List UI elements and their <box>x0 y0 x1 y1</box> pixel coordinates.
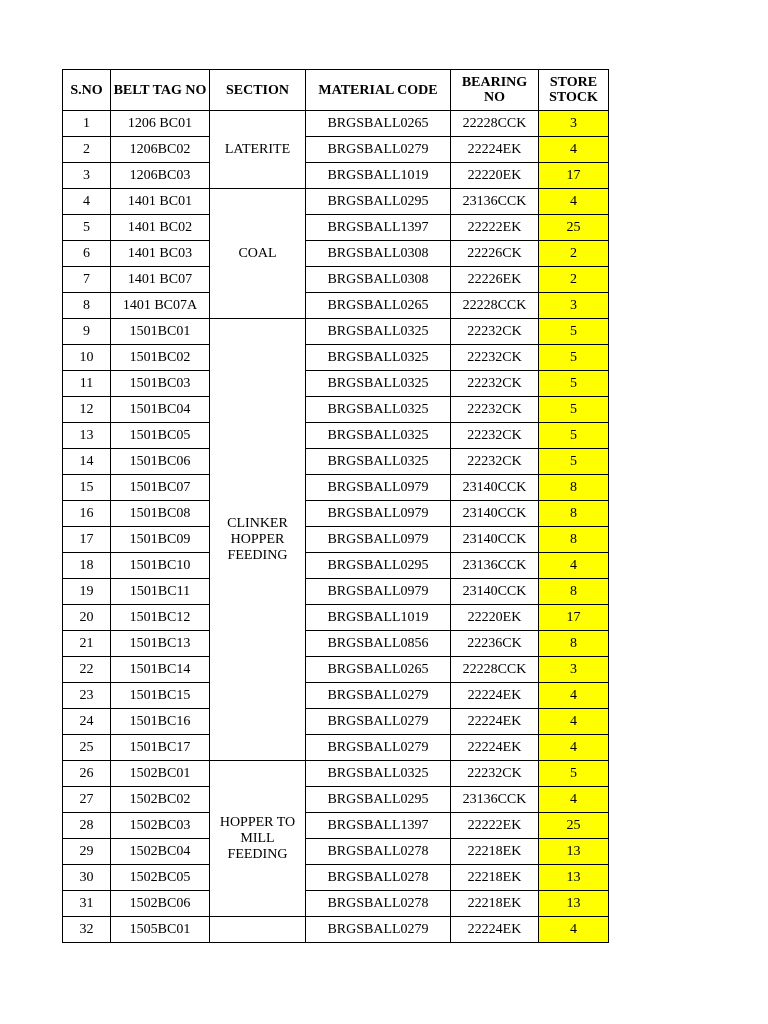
header-section: SECTION <box>210 70 306 111</box>
cell-material-code: BRGSBALL0856 <box>306 631 451 657</box>
cell-sno: 25 <box>63 735 111 761</box>
cell-store-stock: 5 <box>539 761 609 787</box>
table-row <box>63 631 609 657</box>
table-row <box>63 813 609 839</box>
table-row <box>63 397 609 423</box>
cell-store-stock: 8 <box>539 527 609 553</box>
cell-store-stock: 2 <box>539 241 609 267</box>
cell-bearing-no: 22218EK <box>451 891 539 917</box>
cell-bearing-no: 22222EK <box>451 813 539 839</box>
cell-bearing-no: 22236CK <box>451 631 539 657</box>
table-row <box>63 709 609 735</box>
table-row <box>63 683 609 709</box>
cell-store-stock: 8 <box>539 579 609 605</box>
cell-bearing-no: 22224EK <box>451 735 539 761</box>
cell-material-code: BRGSBALL0265 <box>306 111 451 137</box>
cell-store-stock: 25 <box>539 813 609 839</box>
cell-material-code: BRGSBALL0325 <box>306 423 451 449</box>
cell-sno: 22 <box>63 657 111 683</box>
cell-bearing-no: 22218EK <box>451 839 539 865</box>
cell-store-stock: 5 <box>539 423 609 449</box>
cell-belt-tag: 1501BC14 <box>111 657 210 683</box>
cell-store-stock: 13 <box>539 891 609 917</box>
cell-sno: 14 <box>63 449 111 475</box>
cell-bearing-no: 22232CK <box>451 761 539 787</box>
cell-bearing-no: 22228CCK <box>451 657 539 683</box>
table-row <box>63 553 609 579</box>
table-row <box>63 111 609 137</box>
cell-belt-tag: 1206 BC01 <box>111 111 210 137</box>
cell-belt-tag: 1501BC13 <box>111 631 210 657</box>
table-row <box>63 423 609 449</box>
cell-store-stock: 4 <box>539 787 609 813</box>
cell-material-code: BRGSBALL0265 <box>306 657 451 683</box>
cell-belt-tag: 1501BC02 <box>111 345 210 371</box>
cell-belt-tag: 1401 BC07 <box>111 267 210 293</box>
cell-belt-tag: 1501BC09 <box>111 527 210 553</box>
header-material-code: MATERIAL CODE <box>306 70 451 111</box>
cell-bearing-no: 23140CCK <box>451 501 539 527</box>
cell-belt-tag: 1501BC07 <box>111 475 210 501</box>
cell-bearing-no: 23140CCK <box>451 475 539 501</box>
cell-section: HOPPER TO MILL FEEDING <box>210 761 306 917</box>
table-row <box>63 449 609 475</box>
cell-material-code: BRGSBALL0979 <box>306 501 451 527</box>
cell-bearing-no: 23136CCK <box>451 787 539 813</box>
table-row <box>63 293 609 319</box>
table-row <box>63 371 609 397</box>
cell-bearing-no: 22218EK <box>451 865 539 891</box>
cell-bearing-no: 22228CCK <box>451 293 539 319</box>
cell-belt-tag: 1206BC02 <box>111 137 210 163</box>
cell-store-stock: 5 <box>539 371 609 397</box>
cell-material-code: BRGSBALL0979 <box>306 527 451 553</box>
cell-section: LATERITE <box>210 111 306 189</box>
cell-sno: 8 <box>63 293 111 319</box>
cell-store-stock: 17 <box>539 605 609 631</box>
cell-belt-tag: 1501BC12 <box>111 605 210 631</box>
cell-bearing-no: 23140CCK <box>451 579 539 605</box>
cell-bearing-no: 22232CK <box>451 397 539 423</box>
cell-bearing-no: 22220EK <box>451 605 539 631</box>
cell-material-code: BRGSBALL0325 <box>306 371 451 397</box>
header-belt-tag: BELT TAG NO <box>111 70 210 111</box>
cell-store-stock: 5 <box>539 345 609 371</box>
cell-belt-tag: 1501BC03 <box>111 371 210 397</box>
table-row <box>63 605 609 631</box>
cell-belt-tag: 1501BC08 <box>111 501 210 527</box>
cell-store-stock: 3 <box>539 293 609 319</box>
cell-belt-tag: 1501BC17 <box>111 735 210 761</box>
cell-store-stock: 4 <box>539 683 609 709</box>
cell-sno: 28 <box>63 813 111 839</box>
cell-material-code: BRGSBALL1019 <box>306 605 451 631</box>
cell-belt-tag: 1206BC03 <box>111 163 210 189</box>
cell-sno: 11 <box>63 371 111 397</box>
cell-bearing-no: 22226CK <box>451 241 539 267</box>
cell-material-code: BRGSBALL1019 <box>306 163 451 189</box>
cell-sno: 4 <box>63 189 111 215</box>
cell-belt-tag: 1401 BC02 <box>111 215 210 241</box>
table-row <box>63 787 609 813</box>
cell-material-code: BRGSBALL0279 <box>306 917 451 943</box>
cell-belt-tag: 1501BC04 <box>111 397 210 423</box>
cell-sno: 27 <box>63 787 111 813</box>
table-row <box>63 761 609 787</box>
table-row <box>63 241 609 267</box>
cell-belt-tag: 1501BC16 <box>111 709 210 735</box>
table-row <box>63 865 609 891</box>
cell-store-stock: 4 <box>539 553 609 579</box>
cell-bearing-no: 22222EK <box>451 215 539 241</box>
cell-bearing-no: 22220EK <box>451 163 539 189</box>
cell-belt-tag: 1501BC10 <box>111 553 210 579</box>
cell-sno: 21 <box>63 631 111 657</box>
cell-belt-tag: 1502BC01 <box>111 761 210 787</box>
cell-store-stock: 13 <box>539 865 609 891</box>
cell-belt-tag: 1501BC01 <box>111 319 210 345</box>
cell-material-code: BRGSBALL0279 <box>306 735 451 761</box>
cell-sno: 7 <box>63 267 111 293</box>
cell-bearing-no: 22232CK <box>451 423 539 449</box>
cell-section <box>210 917 306 943</box>
cell-section: CLINKER HOPPER FEEDING <box>210 319 306 761</box>
cell-store-stock: 3 <box>539 111 609 137</box>
cell-material-code: BRGSBALL1397 <box>306 813 451 839</box>
cell-belt-tag: 1401 BC07A <box>111 293 210 319</box>
cell-bearing-no: 22232CK <box>451 345 539 371</box>
table-row <box>63 137 609 163</box>
table-row <box>63 501 609 527</box>
table-row <box>63 189 609 215</box>
cell-store-stock: 3 <box>539 657 609 683</box>
cell-belt-tag: 1502BC06 <box>111 891 210 917</box>
cell-material-code: BRGSBALL0325 <box>306 345 451 371</box>
header-bearing-no: BEARING NO <box>451 70 539 111</box>
cell-material-code: BRGSBALL0278 <box>306 839 451 865</box>
cell-material-code: BRGSBALL0979 <box>306 475 451 501</box>
cell-section: COAL <box>210 189 306 319</box>
cell-material-code: BRGSBALL0979 <box>306 579 451 605</box>
cell-store-stock: 5 <box>539 397 609 423</box>
cell-material-code: BRGSBALL0278 <box>306 865 451 891</box>
cell-belt-tag: 1502BC02 <box>111 787 210 813</box>
cell-store-stock: 4 <box>539 917 609 943</box>
cell-material-code: BRGSBALL0308 <box>306 267 451 293</box>
table-row <box>63 267 609 293</box>
table-row <box>63 163 609 189</box>
cell-material-code: BRGSBALL0325 <box>306 449 451 475</box>
cell-store-stock: 2 <box>539 267 609 293</box>
cell-sno: 17 <box>63 527 111 553</box>
cell-store-stock: 17 <box>539 163 609 189</box>
cell-sno: 16 <box>63 501 111 527</box>
table-row <box>63 839 609 865</box>
header-store-stock: STORE STOCK <box>539 70 609 111</box>
cell-store-stock: 5 <box>539 319 609 345</box>
stock-table <box>62 69 609 943</box>
cell-bearing-no: 22226EK <box>451 267 539 293</box>
cell-material-code: BRGSBALL0279 <box>306 683 451 709</box>
cell-bearing-no: 23140CCK <box>451 527 539 553</box>
cell-sno: 24 <box>63 709 111 735</box>
cell-sno: 18 <box>63 553 111 579</box>
cell-bearing-no: 22224EK <box>451 137 539 163</box>
cell-store-stock: 5 <box>539 449 609 475</box>
header-row <box>63 70 609 111</box>
cell-sno: 1 <box>63 111 111 137</box>
cell-belt-tag: 1505BC01 <box>111 917 210 943</box>
table-row <box>63 891 609 917</box>
cell-bearing-no: 22232CK <box>451 371 539 397</box>
cell-sno: 3 <box>63 163 111 189</box>
cell-sno: 30 <box>63 865 111 891</box>
cell-material-code: BRGSBALL0295 <box>306 189 451 215</box>
cell-sno: 31 <box>63 891 111 917</box>
table-row <box>63 527 609 553</box>
cell-bearing-no: 22228CCK <box>451 111 539 137</box>
cell-belt-tag: 1401 BC03 <box>111 241 210 267</box>
table-row <box>63 475 609 501</box>
table-body <box>63 111 609 943</box>
cell-bearing-no: 22232CK <box>451 319 539 345</box>
cell-belt-tag: 1501BC05 <box>111 423 210 449</box>
cell-belt-tag: 1501BC15 <box>111 683 210 709</box>
cell-sno: 6 <box>63 241 111 267</box>
table-row <box>63 735 609 761</box>
table-row <box>63 917 609 943</box>
cell-belt-tag: 1401 BC01 <box>111 189 210 215</box>
cell-material-code: BRGSBALL0308 <box>306 241 451 267</box>
table-row <box>63 657 609 683</box>
cell-sno: 32 <box>63 917 111 943</box>
cell-material-code: BRGSBALL0279 <box>306 137 451 163</box>
cell-store-stock: 4 <box>539 189 609 215</box>
cell-belt-tag: 1502BC05 <box>111 865 210 891</box>
cell-sno: 13 <box>63 423 111 449</box>
cell-material-code: BRGSBALL0279 <box>306 709 451 735</box>
cell-sno: 19 <box>63 579 111 605</box>
cell-sno: 2 <box>63 137 111 163</box>
table-row <box>63 215 609 241</box>
cell-store-stock: 4 <box>539 137 609 163</box>
cell-material-code: BRGSBALL0325 <box>306 761 451 787</box>
cell-store-stock: 25 <box>539 215 609 241</box>
cell-store-stock: 4 <box>539 709 609 735</box>
cell-material-code: BRGSBALL0265 <box>306 293 451 319</box>
cell-sno: 9 <box>63 319 111 345</box>
cell-store-stock: 4 <box>539 735 609 761</box>
cell-store-stock: 13 <box>539 839 609 865</box>
cell-sno: 10 <box>63 345 111 371</box>
cell-material-code: BRGSBALL0295 <box>306 553 451 579</box>
cell-sno: 26 <box>63 761 111 787</box>
cell-sno: 29 <box>63 839 111 865</box>
cell-bearing-no: 22232CK <box>451 449 539 475</box>
cell-sno: 12 <box>63 397 111 423</box>
cell-material-code: BRGSBALL0278 <box>306 891 451 917</box>
cell-material-code: BRGSBALL0295 <box>306 787 451 813</box>
cell-bearing-no: 22224EK <box>451 683 539 709</box>
cell-bearing-no: 23136CCK <box>451 189 539 215</box>
cell-material-code: BRGSBALL0325 <box>306 319 451 345</box>
table-row <box>63 579 609 605</box>
cell-store-stock: 8 <box>539 475 609 501</box>
cell-material-code: BRGSBALL1397 <box>306 215 451 241</box>
cell-sno: 15 <box>63 475 111 501</box>
cell-belt-tag: 1501BC11 <box>111 579 210 605</box>
cell-store-stock: 8 <box>539 631 609 657</box>
header-sno: S.NO <box>63 70 111 111</box>
cell-bearing-no: 22224EK <box>451 917 539 943</box>
cell-belt-tag: 1502BC03 <box>111 813 210 839</box>
cell-bearing-no: 23136CCK <box>451 553 539 579</box>
cell-sno: 23 <box>63 683 111 709</box>
cell-bearing-no: 22224EK <box>451 709 539 735</box>
cell-sno: 20 <box>63 605 111 631</box>
cell-material-code: BRGSBALL0325 <box>306 397 451 423</box>
table-row <box>63 345 609 371</box>
cell-belt-tag: 1502BC04 <box>111 839 210 865</box>
cell-belt-tag: 1501BC06 <box>111 449 210 475</box>
table-row <box>63 319 609 345</box>
cell-sno: 5 <box>63 215 111 241</box>
cell-store-stock: 8 <box>539 501 609 527</box>
